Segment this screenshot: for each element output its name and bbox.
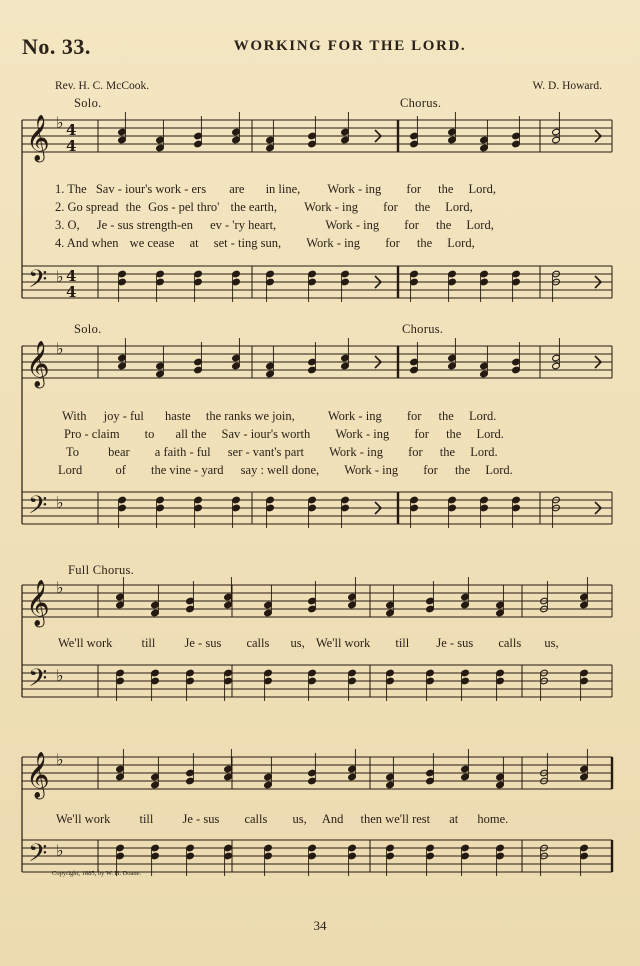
- bass-clef-icon: 𝄢: [28, 491, 48, 526]
- lyric-line: To bear a faith - ful ser - vant's part Work - ing for the Lord.: [66, 445, 498, 459]
- time-signature: 4: [66, 283, 77, 301]
- hymn-number: No. 33.: [22, 34, 91, 59]
- full-chorus-marking: Full Chorus.: [68, 563, 135, 577]
- solo-marking: Solo.: [74, 322, 102, 336]
- time-signature: 4: [66, 121, 77, 139]
- bass-clef-icon: 𝄢: [28, 839, 48, 874]
- flat-icon: ♭: [56, 113, 64, 132]
- flat-icon: ♭: [56, 841, 64, 860]
- lyric-line: 3. O, Je - sus strength-en ev - 'ry heart, Work - ing for the Lord,: [55, 218, 494, 232]
- bass-clef-icon: 𝄢: [28, 664, 48, 699]
- lyric-line: 4. And when we cease at set - ting sun, Work - ing for the Lord,: [55, 236, 475, 250]
- flat-icon: ♭: [56, 493, 64, 512]
- time-signature: 4: [66, 137, 77, 155]
- page-number: 34: [313, 918, 327, 933]
- lyric-line: Lord of the vine - yard say : well done, Work - ing for the Lord.: [58, 463, 513, 477]
- treble-clef-icon: 𝄞: [26, 752, 50, 798]
- solo-marking: Solo.: [74, 96, 102, 110]
- lyric-line: 1. The Sav - iour's work - ers are in line, Work - ing for the Lord,: [55, 182, 496, 196]
- lyric-line: 2. Go spread the Gos - pel thro' the earth, Work - ing for the Lord,: [55, 200, 473, 214]
- chorus-marking: Chorus.: [400, 96, 442, 110]
- lyric-line: We'll work till Je - sus calls us, And then we'll rest at home.: [56, 812, 509, 826]
- lyric-line: We'll work till Je - sus calls us, We'll work till Je - sus calls us,: [58, 636, 559, 650]
- flat-icon: ♭: [56, 578, 64, 597]
- time-signature: 4: [66, 267, 77, 285]
- flat-icon: ♭: [56, 339, 64, 358]
- author-credit: Rev. H. C. McCook.: [55, 80, 150, 92]
- chorus-marking: Chorus.: [402, 322, 444, 336]
- treble-clef-icon: 𝄞: [26, 580, 50, 626]
- treble-clef-icon: 𝄞: [26, 341, 50, 387]
- lyric-line: Pro - claim to all the Sav - iour's worth Work - ing for the Lord.: [64, 427, 504, 441]
- flat-icon: ♭: [56, 267, 64, 286]
- hymn-title: WORKING FOR THE LORD.: [233, 38, 467, 54]
- flat-icon: ♭: [56, 666, 64, 685]
- flat-icon: ♭: [56, 750, 64, 769]
- bass-clef-icon: 𝄢: [28, 265, 48, 300]
- treble-clef-icon: 𝄞: [26, 115, 50, 161]
- composer-credit: W. D. Howard.: [532, 80, 602, 92]
- lyric-line: With joy - ful haste the ranks we join, Work - ing for the Lord.: [62, 409, 497, 423]
- copyright-notice: Copyright, 1885, by W. H. Doane.: [52, 870, 142, 877]
